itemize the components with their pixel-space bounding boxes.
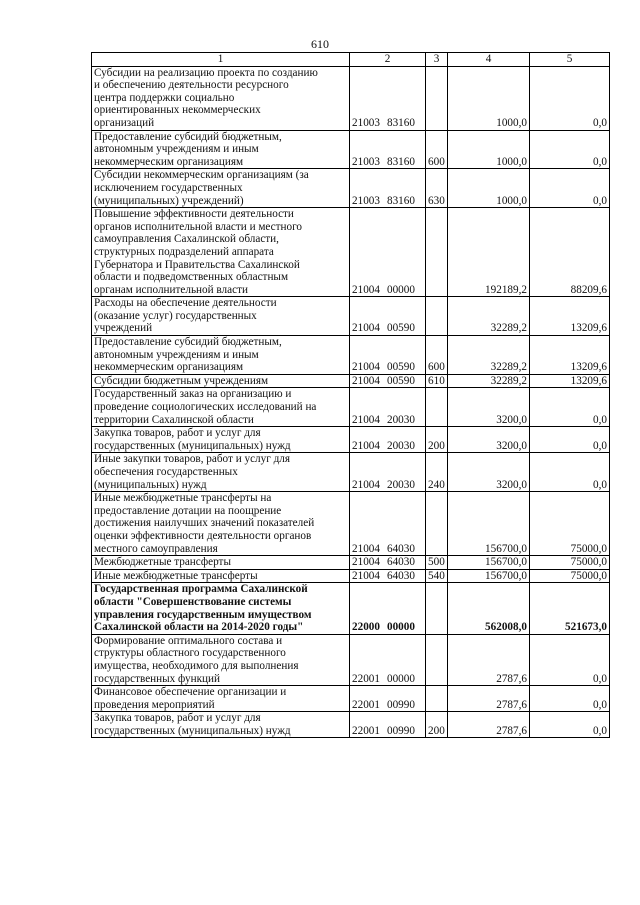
row-code xyxy=(350,634,426,685)
code-program: 21004 xyxy=(352,478,380,491)
row-amount-1: 3200,0 xyxy=(448,427,530,453)
row-code xyxy=(350,208,426,297)
row-amount-2: 88209,6 xyxy=(530,208,610,297)
row-code xyxy=(350,130,426,169)
row-expense-type: 600 xyxy=(426,130,448,169)
row-amount-2: 0,0 xyxy=(530,169,610,208)
code-direction: 64030 xyxy=(386,542,415,555)
row-expense-type xyxy=(426,388,448,427)
table-row xyxy=(92,169,610,208)
row-code xyxy=(350,712,426,738)
code-program: 22000 xyxy=(352,621,380,634)
row-amount-2: 75000,0 xyxy=(530,492,610,556)
table-row xyxy=(92,569,610,583)
row-amount-2: 0,0 xyxy=(530,427,610,453)
row-name: Формирование оптимального состава и структуры областного государственного имущества, необходимого для выполнения государственных функций xyxy=(92,634,350,685)
row-amount-1: 2787,6 xyxy=(448,712,530,738)
row-amount-2: 0,0 xyxy=(530,66,610,130)
table-row xyxy=(92,583,610,634)
code-program: 22001 xyxy=(352,698,380,711)
row-amount-1: 562008,0 xyxy=(448,583,530,634)
row-name: Государственный заказ на организацию и проведение социологических исследований на территории Сахалинской области xyxy=(92,388,350,427)
code-direction: 00990 xyxy=(386,698,415,711)
header-col-3: 3 xyxy=(426,53,448,67)
row-amount-2: 0,0 xyxy=(530,453,610,492)
table-row xyxy=(92,556,610,570)
row-name: Закупка товаров, работ и услуг для государственных (муниципальных) нужд xyxy=(92,427,350,453)
code-direction: 20030 xyxy=(386,413,415,426)
code-direction: 20030 xyxy=(386,439,415,452)
row-name: Предоставление субсидий бюджетным, автономным учреждениям и иным некоммерческим организациям xyxy=(92,130,350,169)
table-row xyxy=(92,130,610,169)
code-direction: 83160 xyxy=(386,155,415,168)
code-program: 21004 xyxy=(352,439,380,452)
table-row xyxy=(92,453,610,492)
row-amount-1: 1000,0 xyxy=(448,169,530,208)
code-program: 21003 xyxy=(352,194,380,207)
row-amount-2: 0,0 xyxy=(530,388,610,427)
row-name: Повышение эффективности деятельности органов исполнительной власти и местного самоуправления Сахалинской области, структурных подразделений аппарата Губернатора и Правительства Сахалинской области и подведомственных областным органам исполнительной власти xyxy=(92,208,350,297)
code-program: 21004 xyxy=(352,556,380,569)
row-amount-2: 75000,0 xyxy=(530,569,610,583)
row-amount-1: 156700,0 xyxy=(448,569,530,583)
budget-table xyxy=(91,52,610,738)
row-name: Закупка товаров, работ и услуг для государственных (муниципальных) нужд xyxy=(92,712,350,738)
row-expense-type xyxy=(426,208,448,297)
row-name: Межбюджетные трансферты xyxy=(92,556,350,570)
table-row xyxy=(92,336,610,375)
code-direction: 83160 xyxy=(386,116,415,129)
row-amount-1: 3200,0 xyxy=(448,388,530,427)
row-name: Расходы на обеспечение деятельности (оказание услуг) государственных учреждений xyxy=(92,297,350,336)
row-name: Иные закупки товаров, работ и услуг для обеспечения государственных (муниципальных) нужд xyxy=(92,453,350,492)
row-amount-1: 32289,2 xyxy=(448,336,530,375)
row-code xyxy=(350,686,426,712)
code-direction: 00000 xyxy=(386,283,415,296)
row-amount-1: 32289,2 xyxy=(448,374,530,388)
code-direction: 00590 xyxy=(386,361,415,374)
row-code xyxy=(350,492,426,556)
header-row xyxy=(92,53,610,67)
code-program: 21004 xyxy=(352,283,380,296)
row-code xyxy=(350,583,426,634)
code-program: 21004 xyxy=(352,361,380,374)
row-expense-type: 540 xyxy=(426,569,448,583)
table-row xyxy=(92,374,610,388)
table-row xyxy=(92,297,610,336)
row-expense-type: 630 xyxy=(426,169,448,208)
row-amount-2: 0,0 xyxy=(530,634,610,685)
row-expense-type: 610 xyxy=(426,374,448,388)
code-direction: 00000 xyxy=(386,621,415,634)
row-expense-type xyxy=(426,492,448,556)
row-code xyxy=(350,374,426,388)
row-name: Предоставление субсидий бюджетным, автономным учреждениям и иным некоммерческим организациям xyxy=(92,336,350,375)
row-amount-1: 2787,6 xyxy=(448,634,530,685)
row-code xyxy=(350,388,426,427)
row-amount-2: 0,0 xyxy=(530,686,610,712)
row-code xyxy=(350,453,426,492)
table-row xyxy=(92,634,610,685)
row-expense-type: 240 xyxy=(426,453,448,492)
row-amount-1: 3200,0 xyxy=(448,453,530,492)
row-name: Субсидии на реализацию проекта по созданию и обеспечению деятельности ресурсного центра поддержки социально ориентированных некоммерческих организаций xyxy=(92,66,350,130)
row-name: Субсидии некоммерческим организациям (за исключением государственных (муниципальных) учреждений) xyxy=(92,169,350,208)
row-name: Государственная программа Сахалинской области "Совершенствование системы управления государственным имуществом Сахалинской области на 2014-2020 годы" xyxy=(92,583,350,634)
row-expense-type: 200 xyxy=(426,712,448,738)
row-expense-type: 600 xyxy=(426,336,448,375)
row-code xyxy=(350,169,426,208)
row-amount-1: 32289,2 xyxy=(448,297,530,336)
table-row xyxy=(92,492,610,556)
code-direction: 20030 xyxy=(386,478,415,491)
row-amount-1: 156700,0 xyxy=(448,492,530,556)
row-amount-2: 521673,0 xyxy=(530,583,610,634)
code-program: 21004 xyxy=(352,374,380,387)
row-expense-type xyxy=(426,686,448,712)
code-program: 21003 xyxy=(352,155,380,168)
row-expense-type xyxy=(426,297,448,336)
row-code xyxy=(350,66,426,130)
row-code xyxy=(350,427,426,453)
row-amount-2: 13209,6 xyxy=(530,336,610,375)
row-amount-2: 0,0 xyxy=(530,130,610,169)
header-col-2: 2 xyxy=(350,53,426,67)
table-row xyxy=(92,427,610,453)
row-amount-1: 156700,0 xyxy=(448,556,530,570)
table-row xyxy=(92,208,610,297)
table-row xyxy=(92,66,610,130)
row-amount-1: 192189,2 xyxy=(448,208,530,297)
row-amount-1: 2787,6 xyxy=(448,686,530,712)
header-col-5: 5 xyxy=(530,53,610,67)
row-code xyxy=(350,569,426,583)
row-amount-2: 13209,6 xyxy=(530,374,610,388)
code-direction: 00990 xyxy=(386,724,415,737)
row-code xyxy=(350,297,426,336)
page-number: 610 xyxy=(311,37,329,51)
code-program: 21004 xyxy=(352,569,380,582)
row-expense-type: 200 xyxy=(426,427,448,453)
table-row xyxy=(92,712,610,738)
row-name: Иные межбюджетные трансферты на предоставление дотации на поощрение достижения наилучших значений показателей оценки эффективности деятельности органов местного самоуправления xyxy=(92,492,350,556)
row-name: Субсидии бюджетным учреждениям xyxy=(92,374,350,388)
row-expense-type xyxy=(426,66,448,130)
row-name: Иные межбюджетные трансферты xyxy=(92,569,350,583)
code-direction: 83160 xyxy=(386,194,415,207)
row-expense-type: 500 xyxy=(426,556,448,570)
row-amount-1: 1000,0 xyxy=(448,66,530,130)
header-col-4: 4 xyxy=(448,53,530,67)
table-row xyxy=(92,686,610,712)
code-direction: 00000 xyxy=(386,672,415,685)
code-program: 21003 xyxy=(352,116,380,129)
code-program: 21004 xyxy=(352,413,380,426)
code-direction: 64030 xyxy=(386,569,415,582)
header-col-1: 1 xyxy=(92,53,350,67)
table-row xyxy=(92,388,610,427)
row-code xyxy=(350,336,426,375)
row-amount-2: 0,0 xyxy=(530,712,610,738)
code-program: 21004 xyxy=(352,322,380,335)
code-program: 22001 xyxy=(352,724,380,737)
row-name: Финансовое обеспечение организации и проведения мероприятий xyxy=(92,686,350,712)
code-program: 22001 xyxy=(352,672,380,685)
code-direction: 64030 xyxy=(386,556,415,569)
code-direction: 00590 xyxy=(386,374,415,387)
row-expense-type xyxy=(426,634,448,685)
row-amount-2: 13209,6 xyxy=(530,297,610,336)
code-direction: 00590 xyxy=(386,322,415,335)
row-code xyxy=(350,556,426,570)
code-program: 21004 xyxy=(352,542,380,555)
row-expense-type xyxy=(426,583,448,634)
row-amount-2: 75000,0 xyxy=(530,556,610,570)
row-amount-1: 1000,0 xyxy=(448,130,530,169)
